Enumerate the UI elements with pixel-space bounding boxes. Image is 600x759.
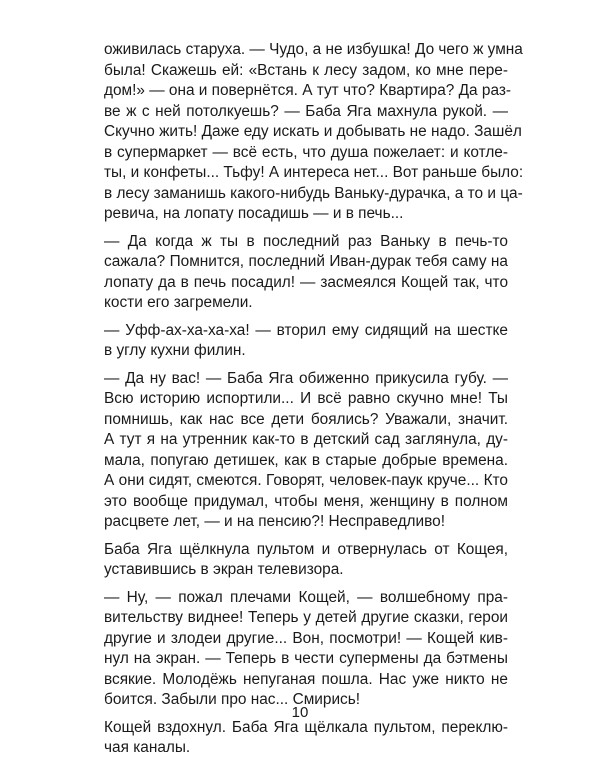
- text-line: лопату да в печь посадил! — засмеялся Кощей так, что: [104, 273, 508, 291]
- text-line: ве ж с ней потолкуешь? — Баба Яга махнула рукой. —: [104, 102, 508, 120]
- text-line: в углу кухни филин.: [104, 342, 246, 359]
- text-line: всякие. Молодёжь непуганая пошла. Нас уже никто не: [104, 670, 508, 688]
- text-line: ты, и конфеты... Тьфу! А интереса нет... Вот раньше было:: [104, 164, 524, 181]
- text-line: Кощей вздохнул. Баба Яга щёлкала пультом, переклю-: [104, 718, 508, 736]
- text-line: была! Скажешь ей: «Встань к лесу задом, ко мне пере-: [104, 61, 508, 79]
- text-line: Баба Яга щёлкнула пультом и отвернулась от Кощея,: [104, 540, 508, 558]
- text-line: помнишь, как нас все дети боялись? Уважали, значит.: [104, 410, 508, 428]
- text-line: А тут я на утренник как-то в детский сад заглянула, ду-: [104, 431, 508, 448]
- page-text: [104, 40, 524, 759]
- text-line: сажала? Помнится, последний Иван-дурак тебя саму на: [104, 253, 508, 270]
- text-line: это вообще придумал, чтобы меня, женщину в полном: [104, 492, 508, 510]
- text-line: ревича, на лопату посадишь — и в печь...: [104, 205, 404, 222]
- text-line: нул на экран. — Теперь в чести супермены да бэтмены: [104, 650, 508, 667]
- text-line: боится. Забыли про нас... Смирись!: [104, 691, 361, 708]
- page-number: 10: [291, 704, 309, 721]
- text-line: дом!» — она и повернётся. А тут что? Квартира? Да раз-: [104, 82, 512, 99]
- text-line: — Да ну вас! — Баба Яга обиженно прикусила губу. —: [104, 369, 508, 387]
- text-line: вительству виднее! Теперь у детей другие сказки, герои: [104, 609, 508, 626]
- text-line: — Уфф-ах-ха-ха-ха! — вторил ему сидящий на шестке: [104, 321, 508, 339]
- text-line: — Ну, — пожал плечами Кощей, — волшебному пра-: [104, 588, 508, 606]
- text-line: уставившись в экран телевизора.: [104, 561, 344, 578]
- text-line: в супермаркет — всё есть, что душа пожелает: и котле-: [104, 143, 508, 161]
- text-line: оживилась старуха. — Чудо, а не избушка! До чего ж умна: [104, 41, 523, 58]
- text-line: расцвете лет, — и на пенсию?! Несправедливо!: [104, 513, 445, 530]
- text-line: другие и злодеи другие... Вон, посмотри! — Кощей кив-: [104, 629, 508, 647]
- text-line: чая каналы.: [104, 739, 191, 756]
- text-line: в лесу заманишь какого-нибудь Ваньку-дурачка, а то и ца-: [104, 184, 523, 202]
- text-line: кости его загремели.: [104, 294, 253, 311]
- text-line: Всю историю испортили... И всё равно скучно мне! Ты: [104, 390, 508, 407]
- text-line: — Да когда ж ты в последний раз Ваньку в печь-то: [104, 232, 508, 250]
- text-line: Скучно жить! Даже еду искать и добывать не надо. Зашёл: [104, 123, 522, 140]
- text-line: мала, попугаю детишек, как в старые добрые времена.: [104, 451, 508, 469]
- text-line: А они сидят, смеются. Говорят, человек-паук круче... Кто: [104, 472, 508, 489]
